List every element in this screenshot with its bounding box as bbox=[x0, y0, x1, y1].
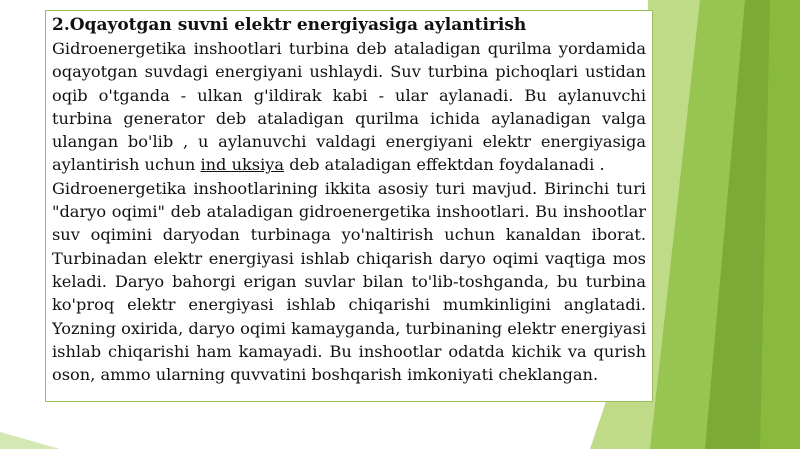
section-title: 2.Oqayotgan suvni elektr energiyasiga aylantirish bbox=[52, 15, 527, 35]
green-corner-bottom-left bbox=[0, 432, 60, 449]
paragraph-text: Gidroenergetika inshootlari turbina deb ataladigan qurilma yordamida oqayotgan suvdagi energiyani ushlaydi. Suv turbina pichoqlari ustidan oqib o'tganda - ulkan g'ildirak kabi - ular aylanadi. Bu aylanuvchi turbina generator deb ataladigan qurilma ichida aylanadigan valga ulangan bo'lib , u aylanuvchi valdagi energiyani elektr energiyasiga aylantirish uchun bbox=[52, 39, 646, 175]
content-text-box bbox=[45, 10, 653, 402]
paragraph-text-end: deb ataladigan effektdan foydalanadi . bbox=[284, 155, 605, 175]
paragraph-run-of-river: Gidroenergetika inshootlarining ikkita asosiy turi mavjud. Birinchi turi "daryo oqimi" deb ataladigan gidroenergetika inshootlari. Bu inshootlar suv oqimini daryodan turbinaga yo'naltirish uchun kanaldan iborat. Turbinadan elektr energiyasi ishlab chiqarish daryo oqimi vaqtiga mos keladi. Daryo bahorgi erigan suvlar bilan to'lib-toshganda, bu turbina ko'proq elektr energiyasi ishlab chiqarishi mumkinligini anglatadi. Yozning oxirida, daryo oqimi kamayganda, turbinaning elektr energiyasi ishlab chiqarishi ham kamayadi. Bu inshootlar odatda kichik va qurish oson, ammo ularning quvvatini boshqarish imkoniyati cheklangan. bbox=[52, 178, 646, 385]
induction-term: ind uksiya bbox=[200, 155, 285, 175]
paragraph-turbine-principle bbox=[52, 37, 646, 177]
